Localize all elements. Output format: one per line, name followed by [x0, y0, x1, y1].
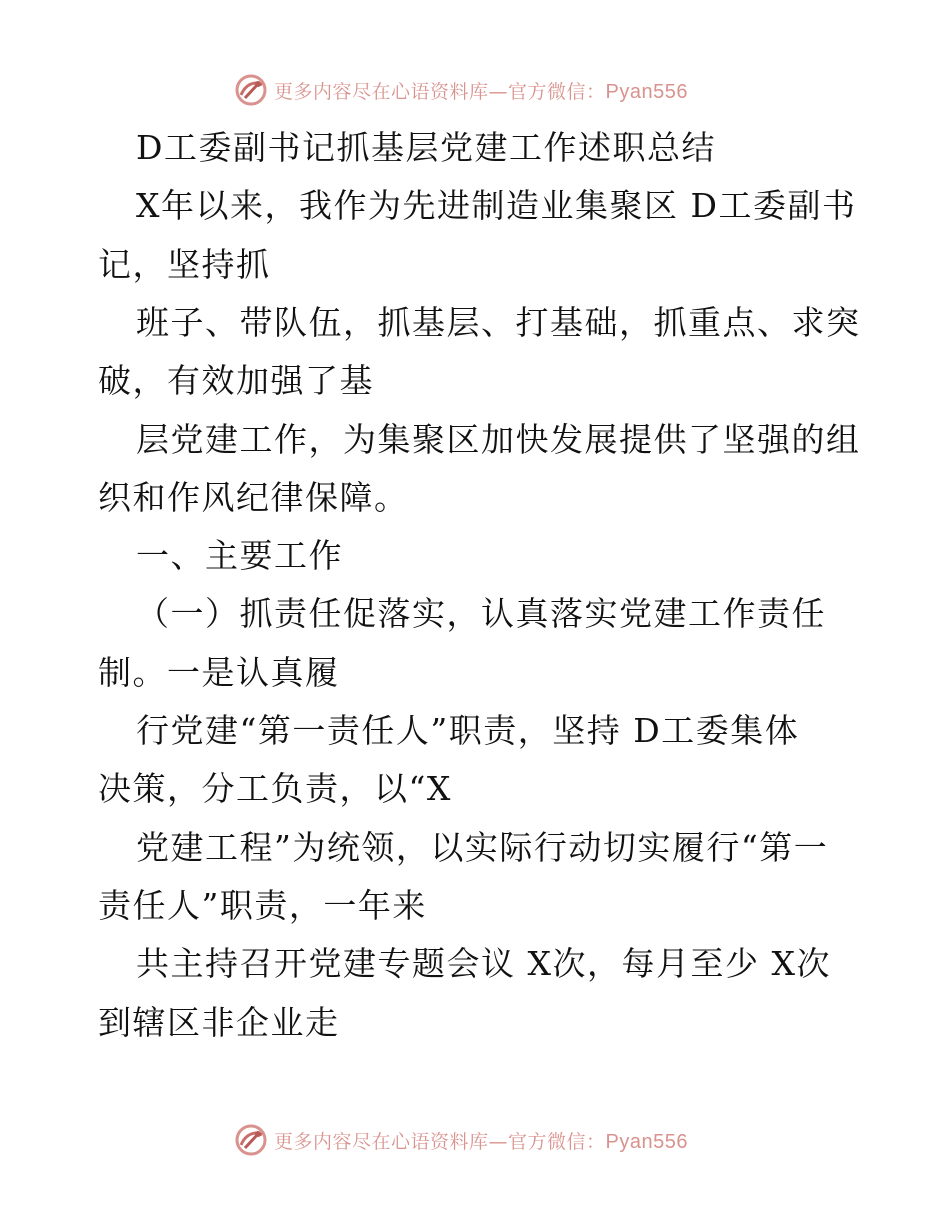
paragraph-line: 层党建工作，为集聚区加快发展提供了坚强的组: [136, 420, 861, 459]
paragraph-line: 织和作风纪律保障。: [98, 478, 409, 517]
subsection-heading: （一）抓责任促落实，认真落实党建工作责任: [136, 594, 826, 633]
paragraph-line: 责任人”职责，一年来: [98, 886, 427, 925]
seal-logo-icon: [234, 1123, 268, 1157]
paragraph-line: 党建工程”为统领，以实际行动切实履行“第一: [136, 828, 829, 867]
footer-watermark: [234, 1120, 688, 1160]
paragraph-line: 破，有效加强了基: [98, 361, 374, 400]
paragraph-line: X年以来，我作为先进制造业集聚区 D工委副书: [136, 186, 857, 225]
paragraph-line: 到辖区非企业走: [98, 1003, 340, 1042]
paragraph-line: 班子、带队伍，抓基层、打基础，抓重点、求突: [136, 303, 861, 342]
paragraph-line: 决策，分工负责，以“X: [98, 769, 452, 808]
watermark-text: 更多内容尽在心语资料库—官方微信：Pyan556: [274, 80, 688, 103]
paragraph-line: 共主持召开党建专题会议 X次，每月至少 X次: [136, 944, 831, 983]
paragraph-line: 记，坚持抓: [98, 245, 271, 284]
paragraph-line: 制。一是认真履: [98, 653, 340, 692]
document-title: D工委副书记抓基层党建工作述职总结: [136, 128, 716, 167]
paragraph-line: 行党建“第一责任人”职责，坚持 D工委集体: [136, 711, 800, 750]
watermark-text: 更多内容尽在心语资料库—官方微信：Pyan556: [274, 1130, 688, 1153]
section-heading: 一、主要工作: [136, 536, 343, 575]
